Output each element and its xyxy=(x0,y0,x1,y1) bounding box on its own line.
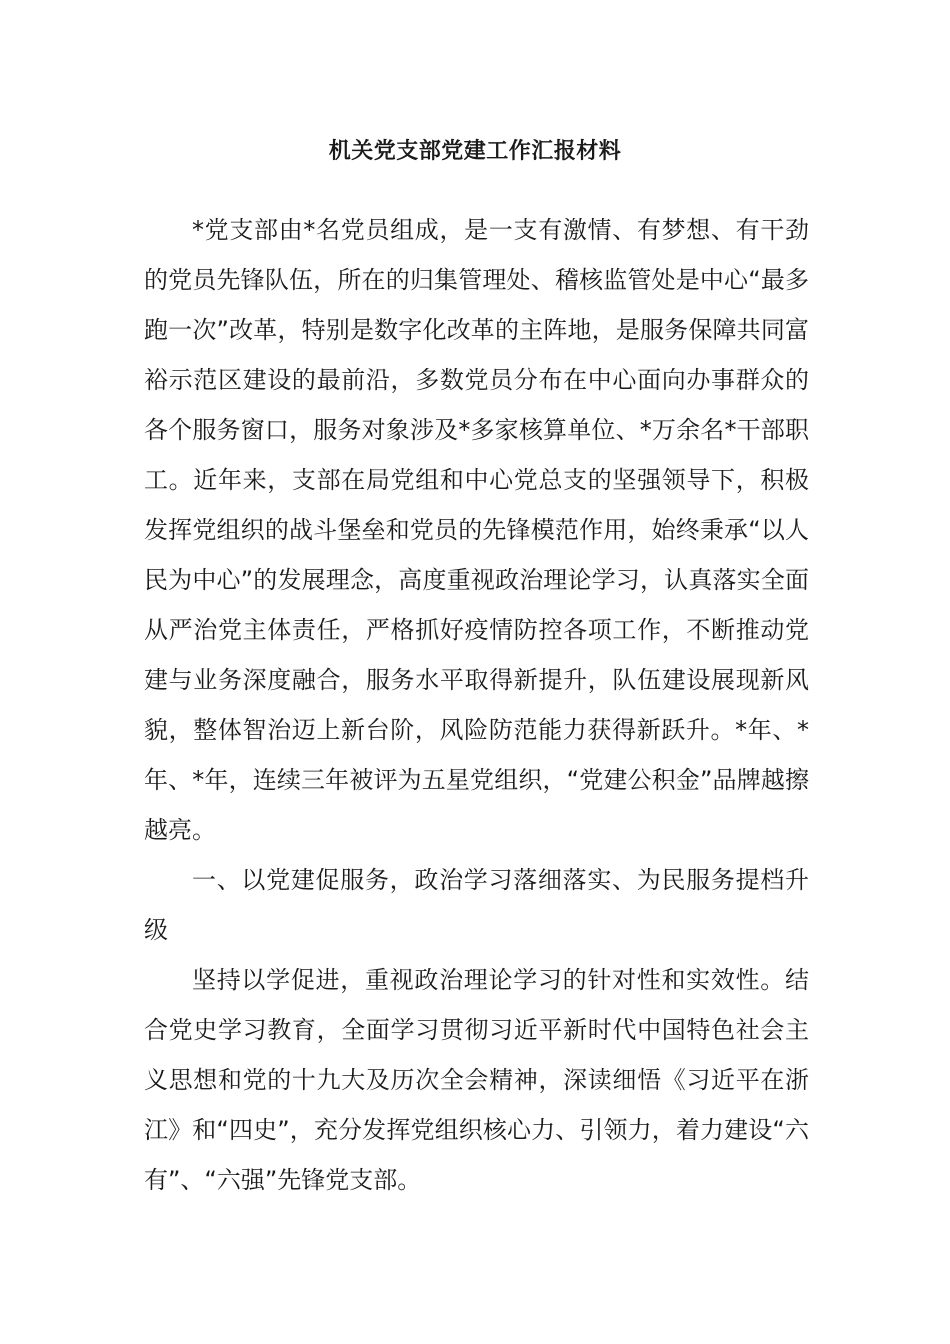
intro-paragraph: *党支部由*名党员组成，是一支有激情、有梦想、有干劲的党员先锋队伍，所在的归集管理处、稽核监管处是中心“最多跑一次”改革，特别是数字化改革的主阵地，是服务保障共同富裕示范区建设的最前沿，多数党员分布在中心面向办事群众的各个服务窗口，服务对象涉及*多家核算单位、*万余名*干部职工。近年来，支部在局党组和中心党总支的坚强领导下，积极发挥党组织的战斗堡垒和党员的先锋模范作用，始终秉承“以人民为中心”的发展理念，高度重视政治理论学习，认真落实全面从严治党主体责任，严格抓好疫情防控各项工作，不断推动党建与业务深度融合，服务水平取得新提升，队伍建设展现新风貌，整体智治迈上新台阶，风险防范能力获得新跃升。*年、*年、*年，连续三年被评为五星党组织，“党建公积金”品牌越擦越亮。 xyxy=(144,216,809,844)
document-body xyxy=(144,205,809,1205)
document-title: 机关党支部党建工作汇报材料 xyxy=(328,139,622,164)
section-heading-1: 一、以党建促服务，政治学习落细落实、为民服务提档升级 xyxy=(144,866,809,944)
section-1-paragraph: 坚持以学促进，重视政治理论学习的针对性和实效性。结合党史学习教育，全面学习贯彻习近平新时代中国特色社会主义思想和党的十九大及历次全会精神，深读细悟《习近平在浙江》和“四史”，充分发挥党组织核心力、引领力，着力建设“六有”、“六强”先锋党支部。 xyxy=(144,966,809,1194)
